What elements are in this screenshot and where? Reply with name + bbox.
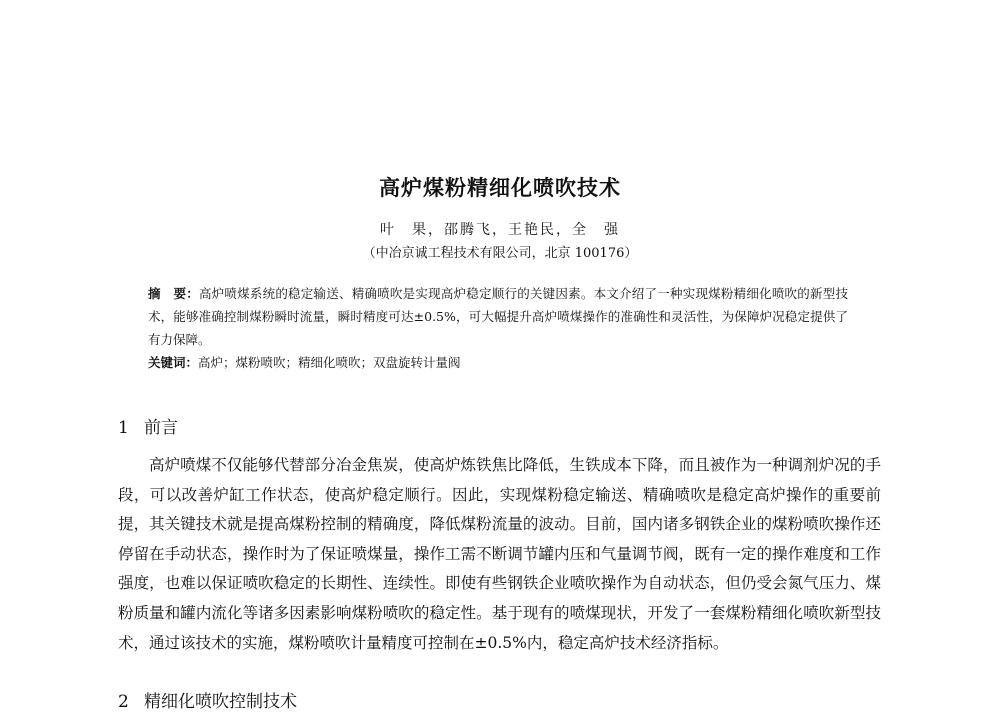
keywords-label: 关键词： xyxy=(148,355,199,370)
abstract-text: 高炉喷煤系统的稳定输送、精确喷吹是实现高炉稳定顺行的关键因素。本文介绍了一种实现煤粉精细化喷吹的新型技术，能够准确控制煤粉瞬时流量，瞬时精度可达±0.5%，可大幅提升高炉喷煤操作的准确性和灵活性，为保障炉况稳定提供了有力保障。 xyxy=(148,286,848,347)
abstract-label: 摘 要： xyxy=(148,286,199,301)
keywords-text: 高炉；煤粉喷吹；精细化喷吹；双盘旋转计量阀 xyxy=(198,355,461,370)
author-list: 叶 果，邵腾飞，王艳民，全 强 xyxy=(380,222,620,238)
keywords-paragraph xyxy=(148,351,848,374)
section-number: 1 xyxy=(118,418,129,438)
paper-title: 高炉煤粉精细化喷吹技术 xyxy=(379,176,621,200)
abstract-paragraph xyxy=(148,282,848,351)
abstract-block xyxy=(148,282,848,374)
section-title: 前言 xyxy=(144,418,178,438)
section-title: 精细化喷吹控制技术 xyxy=(144,692,297,712)
section-heading-1 xyxy=(118,413,178,438)
body-paragraph: 高炉喷煤不仅能够代替部分冶金焦炭，使高炉炼铁焦比降低，生铁成本下降，而且被作为一种调剂炉况的手段，可以改善炉缸工作状态，使高炉稳定顺行。因此，实现煤粉稳定输送、精确喷吹是稳定高炉操作的重要前提，其关键技术就是提高煤粉控制的精确度，降低煤粉流量的波动。目前，国内诸多钢铁企业的煤粉喷吹操作还停留在手动状态，操作时为了保证喷煤量，操作工需不断调节罐内压和气量调节阀，既有一定的操作难度和工作强度，也难以保证喷吹稳定的长期性、连续性。即使有些钢铁企业喷吹操作为自动状态，但仍受会氮气压力、煤粉质量和罐内流化等诸多因素影响煤粉喷吹的稳定性。基于现有的喷煤现状，开发了一套煤粉精细化喷吹新型技术，通过该技术的实施，煤粉喷吹计量精度可控制在±0.5%内，稳定高炉技术经济指标。 xyxy=(118,456,881,652)
section-number: 2 xyxy=(118,692,129,712)
section-heading-2 xyxy=(118,687,297,712)
affiliation: （中冶京诚工程技术有限公司，北京 100176） xyxy=(362,246,638,261)
